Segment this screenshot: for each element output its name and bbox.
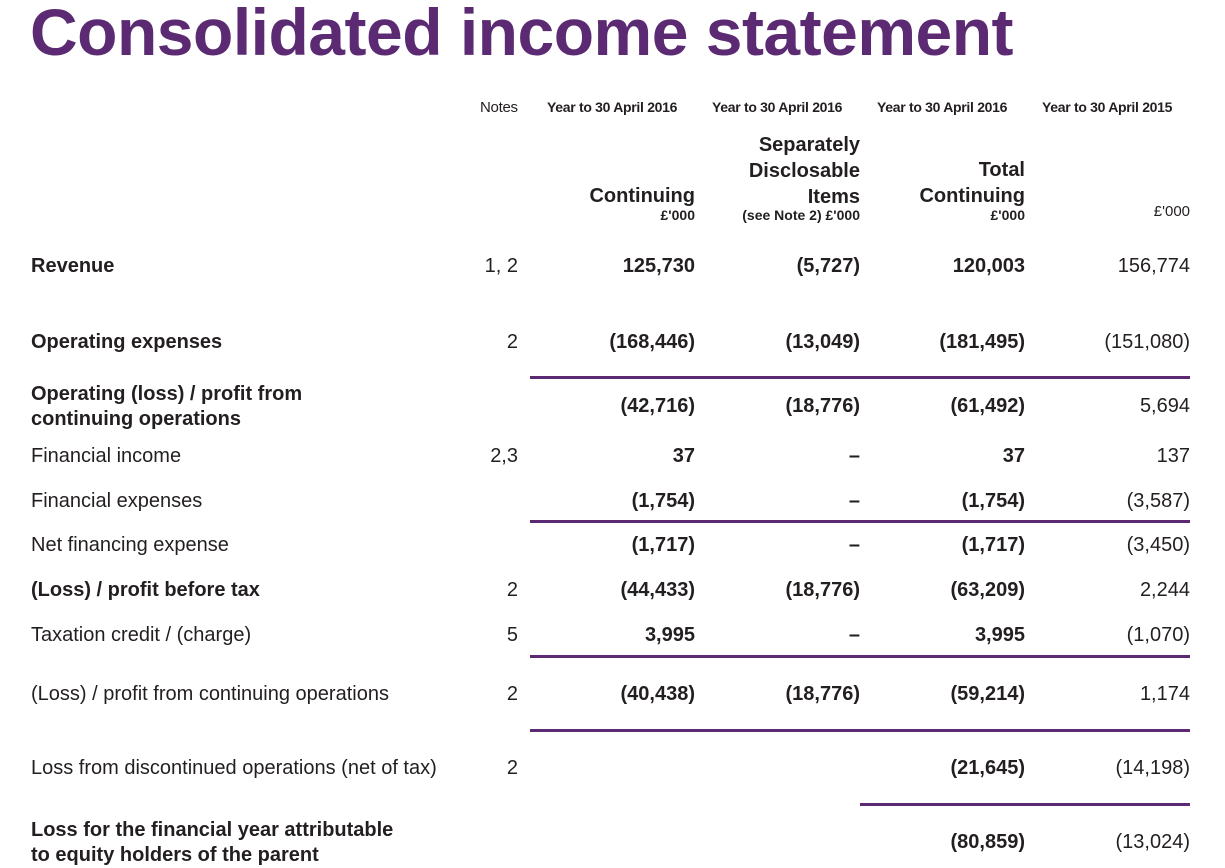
row-label: Loss from discontinued operations (net of tax): [31, 757, 437, 779]
row-value: (1,754): [631, 490, 695, 512]
divider-rule: [530, 520, 1190, 523]
row-value: 5,694: [1139, 395, 1190, 417]
row-value: –: [848, 624, 860, 646]
row-value: (1,754): [961, 490, 1025, 512]
divider-rule: [530, 376, 1190, 379]
row-value: (14,198): [1115, 757, 1190, 779]
row-value: (61,492): [950, 395, 1025, 417]
row-value: 125,730: [622, 255, 695, 277]
col2-header: Year to 30 April 2016: [712, 99, 843, 115]
row-value: (80,859): [950, 831, 1025, 853]
row-note: 2: [506, 579, 518, 601]
page-title: Consolidated income statement: [30, 0, 1014, 69]
row-label: Taxation credit / (charge): [31, 624, 252, 646]
row-note: 2: [506, 757, 518, 779]
row-value: 156,774: [1117, 255, 1190, 277]
row-value: (1,717): [631, 534, 695, 556]
row-value: (168,446): [609, 331, 695, 353]
col1-header: Year to 30 April 2016: [547, 99, 678, 115]
row-value: (59,214): [950, 683, 1025, 705]
row-value: (42,716): [620, 395, 695, 417]
col1-unit: £'000: [660, 207, 695, 223]
row-note: 2: [506, 683, 518, 705]
row-value: (181,495): [939, 331, 1025, 353]
row-value: (18,776): [785, 395, 860, 417]
row-note: 2,3: [490, 445, 518, 467]
col4-unit: £'000: [1153, 203, 1190, 220]
col4-header: Year to 30 April 2015: [1042, 99, 1173, 115]
row-label-line2: continuing operations: [31, 408, 241, 430]
col3-subheader-line1: Total: [978, 159, 1025, 181]
row-value: (1,717): [961, 534, 1025, 556]
row-label: (Loss) / profit before tax: [31, 579, 260, 601]
row-label: Loss for the financial year attributable: [31, 819, 394, 841]
row-label: Operating (loss) / profit from: [31, 383, 303, 405]
row-value: (13,049): [785, 331, 860, 353]
row-value: (40,438): [620, 683, 695, 705]
row-value: (151,080): [1104, 331, 1190, 353]
col1-subheader-text: Continuing: [589, 185, 695, 207]
row-value: (18,776): [785, 683, 860, 705]
row-value: (3,450): [1126, 534, 1190, 556]
row-value: (44,433): [620, 579, 695, 601]
row-label-line2: to equity holders of the parent: [31, 844, 319, 866]
row-value: 137: [1156, 445, 1190, 467]
row-label: Financial expenses: [31, 490, 203, 512]
row-label: (Loss) / profit from continuing operations: [31, 683, 389, 705]
row-label: Operating expenses: [31, 331, 223, 353]
row-value: –: [848, 445, 860, 467]
divider-rule: [530, 655, 1190, 658]
row-value: –: [848, 490, 860, 512]
row-note: 5: [506, 624, 518, 646]
col3-subheader-line2: Continuing: [919, 185, 1025, 207]
col3-header: Year to 30 April 2016: [877, 99, 1008, 115]
row-value: (3,587): [1126, 490, 1190, 512]
col2-subheader-line3: Items: [807, 186, 860, 208]
col3-unit: £'000: [990, 207, 1025, 223]
row-value: 120,003: [952, 255, 1025, 277]
row-value: 1,174: [1139, 683, 1190, 705]
col2-subheader-line1: Separately: [758, 134, 860, 156]
divider-rule: [530, 729, 1190, 732]
divider-rule: [860, 803, 1190, 806]
row-value: 37: [1002, 445, 1025, 467]
col2-subheader-line2: Disclosable: [748, 160, 860, 182]
row-value: (1,070): [1126, 624, 1190, 646]
col3-subheader: [825, 157, 1025, 209]
row-value: 3,995: [974, 624, 1025, 646]
row-value: (63,209): [950, 579, 1025, 601]
row-value: (18,776): [785, 579, 860, 601]
row-label: Financial income: [31, 445, 182, 467]
row-value: 2,244: [1139, 579, 1190, 601]
row-note: 1, 2: [484, 255, 518, 277]
row-value: –: [848, 534, 860, 556]
row-value: 3,995: [644, 624, 695, 646]
row-value: (13,024): [1115, 831, 1190, 853]
row-label: Revenue: [31, 255, 115, 277]
row-note: 2: [506, 331, 518, 353]
row-value: 37: [672, 445, 695, 467]
notes-header: Notes: [480, 99, 518, 116]
col2-unit: (see Note 2) £'000: [742, 207, 860, 223]
row-label: Net financing expense: [31, 534, 229, 556]
row-value: (5,727): [796, 255, 860, 277]
row-value: (21,645): [950, 757, 1025, 779]
